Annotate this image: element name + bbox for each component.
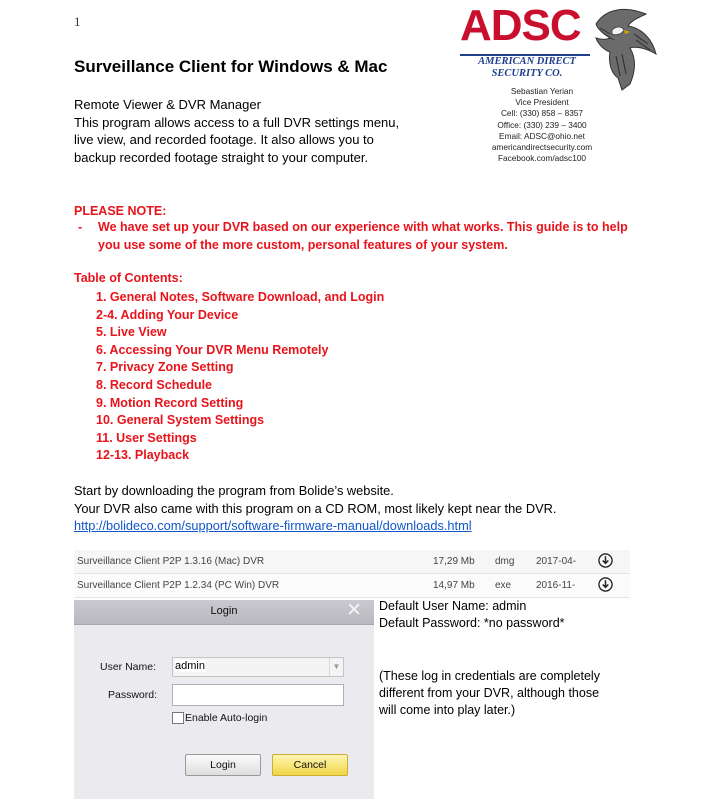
page-title: Surveillance Client for Windows & Mac <box>74 57 388 76</box>
toc-item: 8. Record Schedule <box>96 377 213 392</box>
contact-email: Email: ADSC@ohio.net <box>499 130 585 141</box>
download-name: Surveillance Client P2P 1.2.34 (PC Win) DVR <box>77 580 280 591</box>
default-username: Default User Name: admin <box>379 599 527 613</box>
download-date: 2016-11- <box>536 580 576 591</box>
download-link[interactable]: http://bolideco.com/support/software-firmware-manual/downloads.html <box>74 518 472 533</box>
table-of-contents <box>96 289 384 465</box>
download-type: exe <box>495 580 512 591</box>
username-value: admin <box>175 660 205 672</box>
username-combobox[interactable] <box>172 657 344 677</box>
contact-office: Office: (330) 239 – 3400 <box>497 119 587 130</box>
note-heading: PLEASE NOTE: <box>74 204 167 218</box>
intro-paragraph: Remote Viewer & DVR Manager This program allows access to a full DVR settings menu, live view, and recorded footage. It also allows you to backup recorded footage straight to your computer. <box>74 97 400 165</box>
toc-item: 6. Accessing Your DVR Menu Remotely <box>96 342 329 357</box>
note-text: We have set up your DVR based on our experience with what works. This guide is to help you use some of the more custom, personal features of your system. <box>98 220 628 252</box>
contact-cell: Cell: (330) 858 – 8357 <box>500 108 584 119</box>
contact-facebook: Facebook.com/adsc100 <box>497 153 587 164</box>
toc-item: 9. Motion Record Setting <box>96 395 244 410</box>
table-row <box>74 550 630 574</box>
download-icon[interactable] <box>598 553 613 568</box>
download-name: Surveillance Client P2P 1.3.16 (Mac) DVR <box>77 556 265 567</box>
download-size: 14,97 Mb <box>433 580 475 591</box>
download-size: 17,29 Mb <box>433 556 475 567</box>
toc-heading: Table of Contents: <box>74 271 183 285</box>
toc-item: 11. User Settings <box>96 430 197 445</box>
credentials-note: (These log in credentials are completely different from your DVR, although those will come into play later.) <box>379 669 600 718</box>
auto-login-label: Enable Auto-login <box>185 712 268 724</box>
contact-website: americandirectsecurity.com <box>491 142 593 153</box>
default-credentials <box>379 598 565 632</box>
toc-item: 5. Live View <box>96 325 167 340</box>
toc-item: 2-4. Adding Your Device <box>96 307 239 322</box>
table-row <box>74 574 630 598</box>
chevron-down-icon[interactable]: ▼ <box>329 658 343 676</box>
auto-login-checkbox[interactable] <box>172 712 184 724</box>
username-label: User Name: <box>100 661 157 673</box>
download-type: dmg <box>495 556 515 567</box>
contact-name: Sebastian Yerian <box>510 86 574 96</box>
contact-block <box>468 86 616 164</box>
login-button[interactable]: Login <box>185 754 261 776</box>
toc-item: 1. General Notes, Software Download, and Login <box>96 290 385 304</box>
download-date: 2017-04- <box>536 556 577 567</box>
toc-item: 10. General System Settings <box>96 413 265 428</box>
company-logo <box>454 1 658 94</box>
eagle-icon <box>586 4 658 92</box>
login-title: Login <box>210 605 238 617</box>
note-body <box>78 219 638 254</box>
toc-item: 12-13. Playback <box>96 448 190 463</box>
note-bullet: - <box>78 220 83 234</box>
contact-role: Vice President <box>515 97 569 108</box>
login-dialog <box>74 600 374 799</box>
cancel-button[interactable]: Cancel <box>272 754 348 776</box>
login-titlebar <box>74 600 374 625</box>
password-label: Password: <box>108 689 158 701</box>
download-icon[interactable] <box>598 577 613 592</box>
page-number: 1 <box>74 14 81 29</box>
default-password: Default Password: *no password* <box>379 616 565 630</box>
password-input[interactable] <box>172 684 344 706</box>
logo-company-name: AMERICAN DIRECT SECURITY CO. <box>478 56 576 79</box>
downloads-table <box>74 550 630 598</box>
download-instructions: Start by downloading the program from Bolide’s website. Your DVR also came with this program on a CD ROM, most likely kept near the DVR. http://bolideco.com/support/software-firmware-manual/downloads.html <box>74 483 557 533</box>
close-icon[interactable]: ✕ <box>346 600 362 621</box>
logo-wordmark: ADSC <box>460 1 581 50</box>
toc-item: 7. Privacy Zone Setting <box>96 360 234 375</box>
